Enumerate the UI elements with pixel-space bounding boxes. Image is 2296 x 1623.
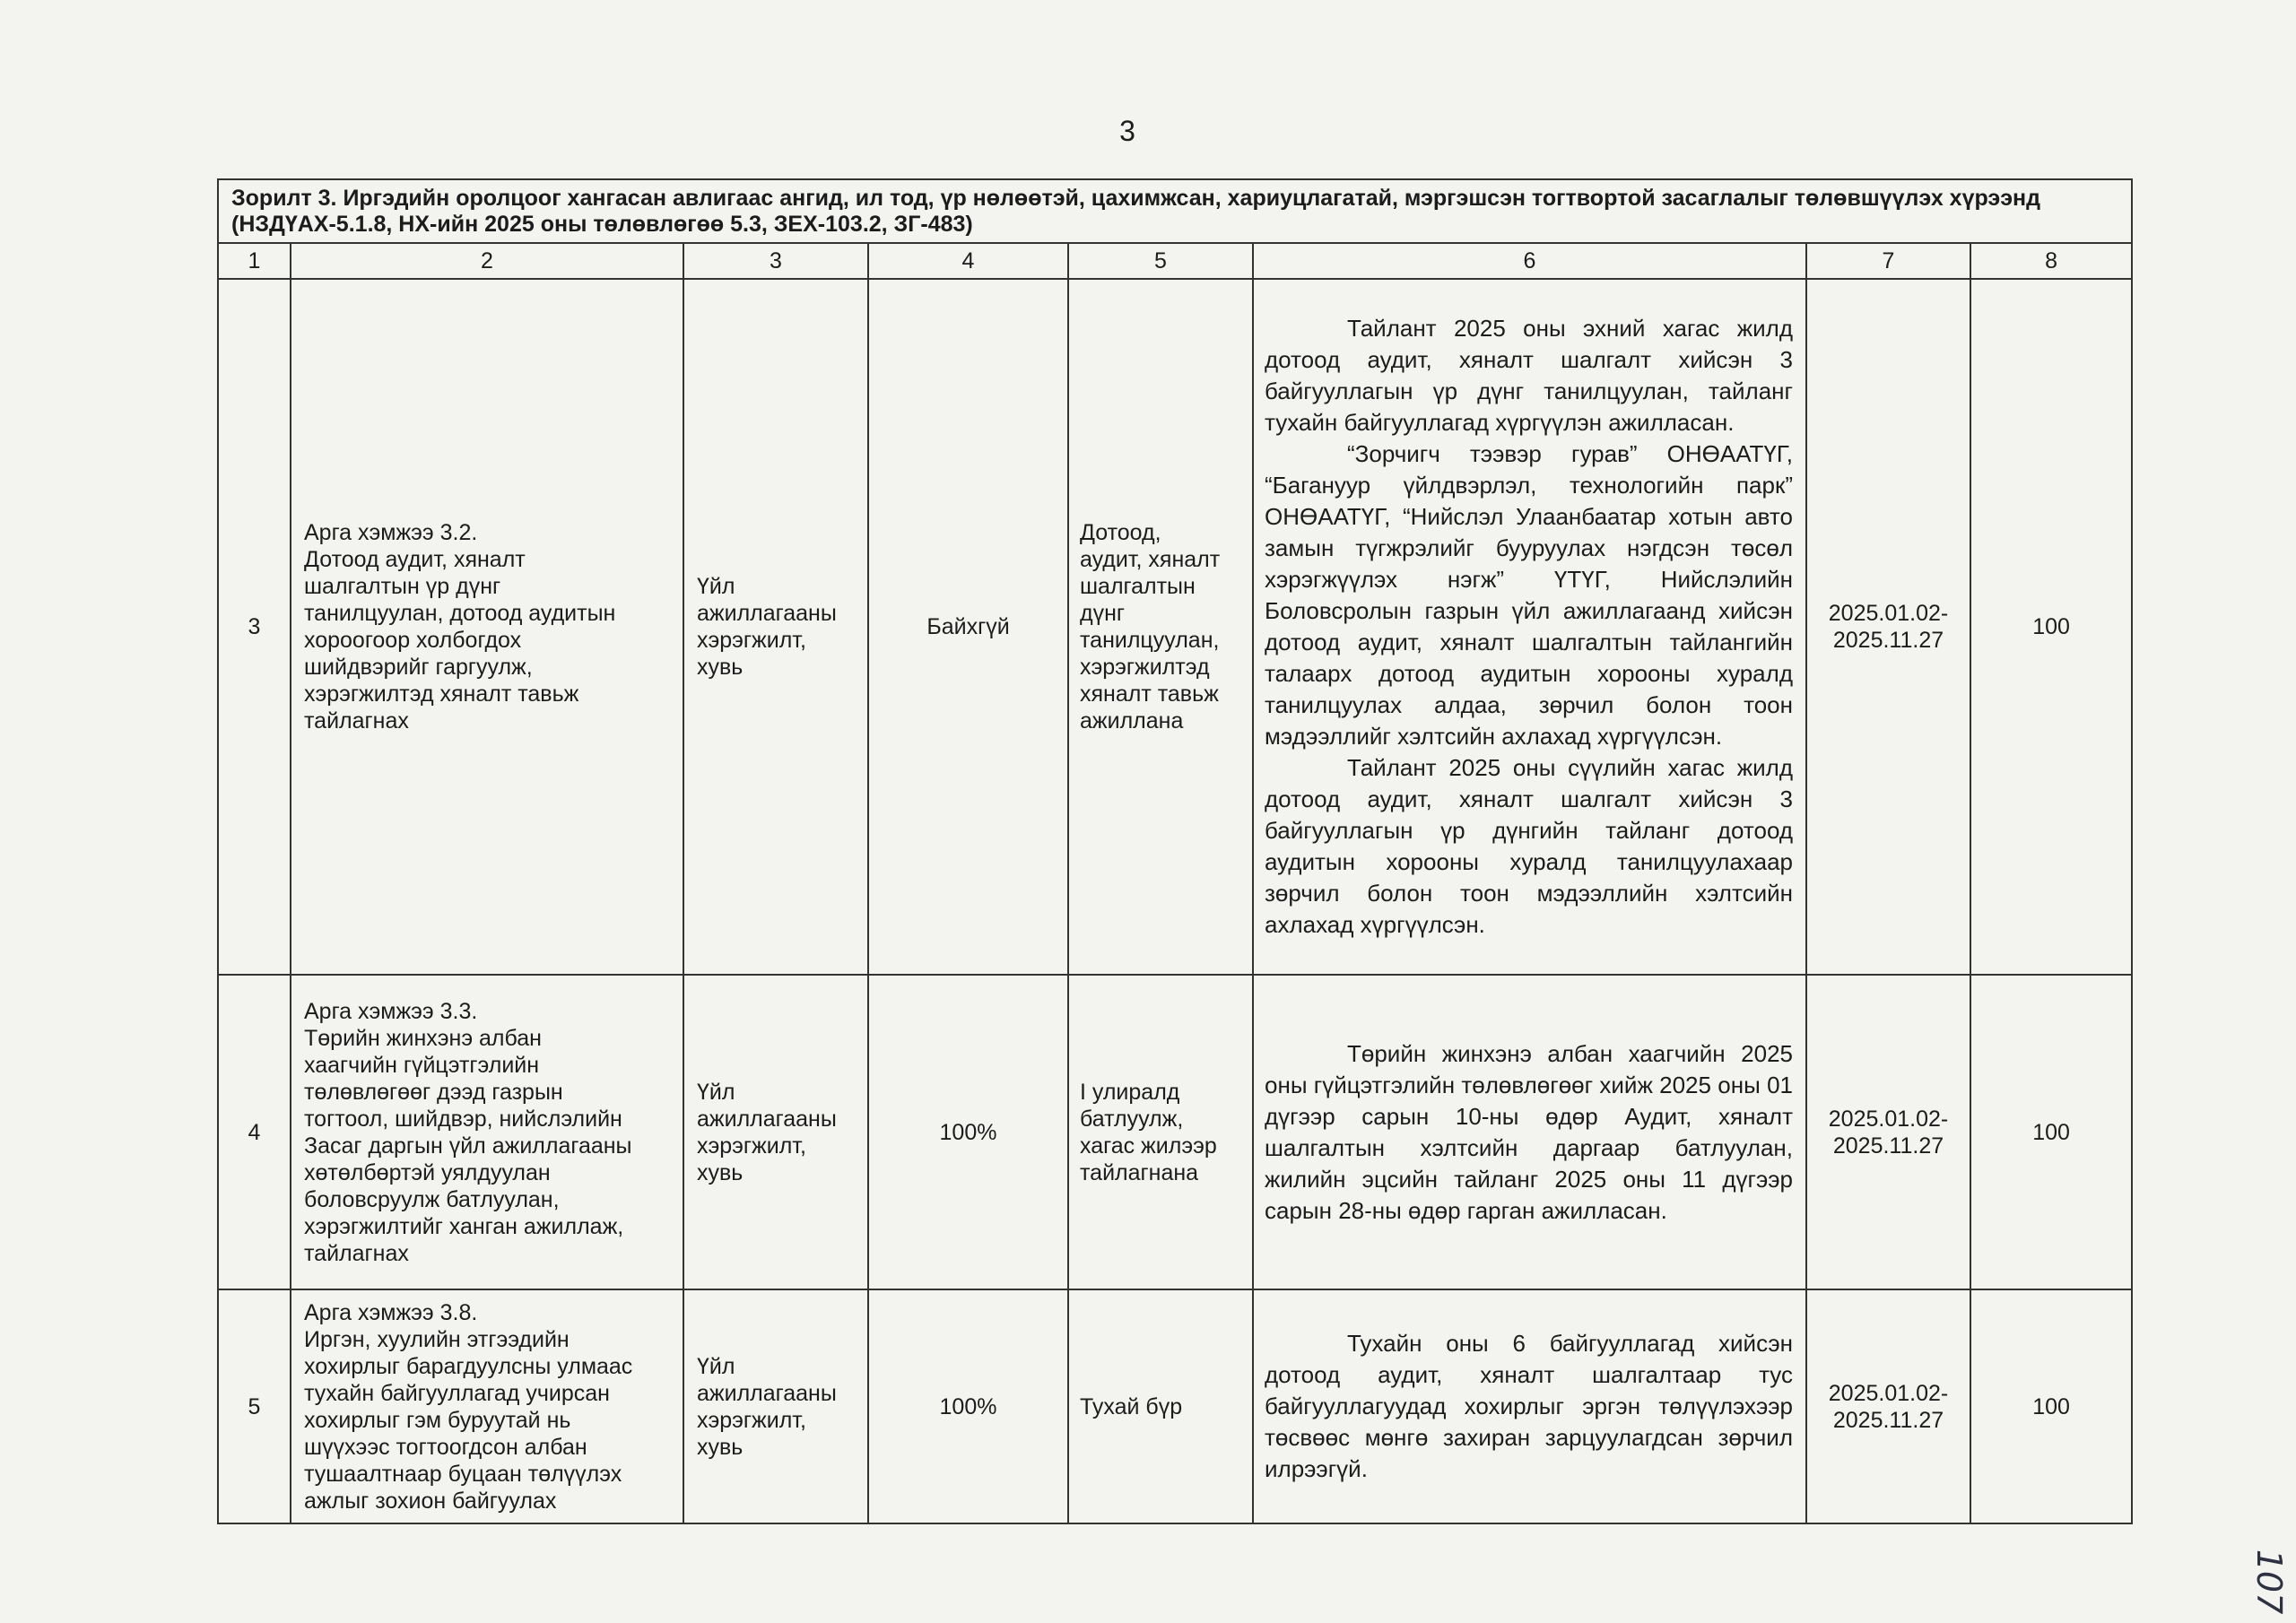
measure-description: Иргэн, хуулийн этгээдийн хохирлыг барагдуулсны улмаас тухайн байгууллагад учирсан хохирлыг гэм буруутай нь шүүхээс тогтоогдсон албан тушаалтнаар буцаан төлүүлэх ажлыг зохион байгуулах	[304, 1326, 633, 1514]
period-cell	[1806, 975, 1970, 1289]
period-start: 2025.01.02-	[1828, 601, 1949, 626]
score-cell: 100	[1970, 1289, 2132, 1523]
objective-heading: Зорилт 3. Иргэдийн оролцоог хангасан авлигаас ангид, ил тод, үр нөлөөтэй, цахимжсан, хариуцлагатай, мэргэшсэн тогтвортой засаглалыг төлөвшүүлэх хүрээнд (НЗДҮАХ-5.1.8, НХ-ийн 2025 оны төлөвлөгөө 5.3, ЗЕХ-103.2, ЗГ-483)	[218, 179, 2132, 243]
column-number: 5	[1068, 243, 1253, 279]
progress-paragraph: “Зорчигч тээвэр гурав” ОНӨААТҮГ, “Багануур үйлдвэрлэл, технологийн парк” ОНӨААТҮГ, “Нийслэл Улаанбаатар хотын авто замын түгжрэлийг бууруулах нэгдсэн төсөл хэрэгжүүлэх нэгж” ҮТҮГ, Нийслэлийн Боловсролын газрын үйл ажиллагаанд хийсэн дотоод аудит, хяналт шалгалтын тайлангийн талаарх дотоод аудитын хорооны хуралд танилцуулах алдаа, зөрчил болон тоон мэдээллийг хэлтсийн ахлахад хүргүүлсэн.	[1265, 440, 1793, 750]
handwritten-page-number	[2249, 1549, 2289, 1614]
measure-cell	[291, 975, 683, 1289]
score-cell: 100	[1970, 279, 2132, 975]
target-cell: I улиралд батлуулж, хагас жилээр тайлагнана	[1068, 975, 1253, 1289]
table-row	[218, 1289, 2132, 1523]
column-number: 8	[1970, 243, 2132, 279]
measure-description: Төрийн жинхэнэ албан хаагчийн гүйцэтгэлийн төлөвлөгөөг дээд газрын тогтоол, шийдвэр, нийслэлийн Засаг даргын үйл ажиллагааны хөтөлбөртэй уялдуулан боловсруулж батлуулан, хэрэгжилтийг ханган ажиллаж, тайлагнах	[304, 1025, 632, 1266]
progress-paragraph: Төрийн жинхэнэ албан хаагчийн 2025 оны гүйцэтгэлийн төлөвлөгөөг хийж 2025 оны 01 дүгээр сарын 10-ны өдөр Аудит, хяналт шалгалтын хэлтсийн даргаар батлуулан, жилийн эцсийн тайланг 2025 оны 11 дүгээр сарын 28-ны өдөр гарган ажилласан.	[1265, 1039, 1793, 1224]
baseline-cell: 100%	[868, 1289, 1068, 1523]
measure-title: Арга хэмжээ 3.8.	[304, 1299, 478, 1325]
score-cell: 100	[1970, 975, 2132, 1289]
handwritten-page-number-text: 107	[2249, 1549, 2289, 1614]
measure-description: Дотоод аудит, хяналт шалгалтын үр дүнг танилцуулан, дотоод аудитын хороогоор холбогдох шийдвэрийг гаргуулж, хэрэгжилтэд хяналт тавьж тайлагнах	[304, 547, 616, 733]
column-number: 1	[218, 243, 291, 279]
row-number: 4	[218, 975, 291, 1289]
period-cell	[1806, 1289, 1970, 1523]
objective-row	[218, 179, 2132, 243]
period-start: 2025.01.02-	[1828, 1380, 1949, 1406]
row-number: 3	[218, 279, 291, 975]
column-number-row	[218, 243, 2132, 279]
target-cell: Дотоод, аудит, хяналт шалгалтын дүнг танилцуулан, хэрэгжилтэд хяналт тавьж ажиллана	[1068, 279, 1253, 975]
progress-cell	[1253, 279, 1806, 975]
indicator-cell: Үйл ажиллагааны хэрэгжилт, хувь	[683, 1289, 868, 1523]
progress-cell	[1253, 1289, 1806, 1523]
indicator-cell: Үйл ажиллагааны хэрэгжилт, хувь	[683, 279, 868, 975]
column-number: 3	[683, 243, 868, 279]
progress-paragraph: Тайлант 2025 оны эхний хагас жилд дотоод аудит, хяналт шалгалт хийсэн 3 байгууллагын үр дүнг танилцуулан, тайланг тухайн байгууллагад хүргүүлэн ажилласан.	[1265, 315, 1793, 436]
table-row	[218, 279, 2132, 975]
column-number: 6	[1253, 243, 1806, 279]
baseline-cell: 100%	[868, 975, 1068, 1289]
row-number: 5	[218, 1289, 291, 1523]
period-cell	[1806, 279, 1970, 975]
progress-paragraph: Тайлант 2025 оны сүүлийн хагас жилд дотоод аудит, хяналт шалгалт хийсэн 3 байгууллагын үр дүнгийн тайланг дотоод аудитын хорооны хуралд танилцуулахаар зөрчил болон тоон мэдээллийн хэлтсийн ахлахад хүргүүлсэн.	[1265, 754, 1793, 938]
column-number: 4	[868, 243, 1068, 279]
target-cell: Тухай бүр	[1068, 1289, 1253, 1523]
indicator-cell: Үйл ажиллагааны хэрэгжилт, хувь	[683, 975, 868, 1289]
baseline-cell: Байхгүй	[868, 279, 1068, 975]
measure-title: Арга хэмжээ 3.3.	[304, 998, 478, 1024]
measure-title: Арга хэмжээ 3.2.	[304, 520, 478, 545]
period-start: 2025.01.02-	[1828, 1106, 1949, 1132]
period-end: 2025.11.27	[1832, 1133, 1944, 1159]
measure-cell	[291, 1289, 683, 1523]
progress-paragraph: Тухайн оны 6 байгууллагад хийсэн дотоод аудит, хяналт шалгалтаар тус байгууллагуудад хохирлыг эргэн төлүүлэхээр төсвөөс мөнгө захиран зарцуулагдсан зөрчил илрээгүй.	[1265, 1330, 1793, 1482]
progress-cell	[1253, 975, 1806, 1289]
column-number: 7	[1806, 243, 1970, 279]
table-row	[218, 975, 2132, 1289]
period-end: 2025.11.27	[1832, 1407, 1944, 1433]
period-end: 2025.11.27	[1832, 628, 1944, 653]
column-number: 2	[291, 243, 683, 279]
page-number: 3	[1119, 115, 1135, 147]
measure-cell	[291, 279, 683, 975]
plan-table	[217, 178, 2133, 1524]
